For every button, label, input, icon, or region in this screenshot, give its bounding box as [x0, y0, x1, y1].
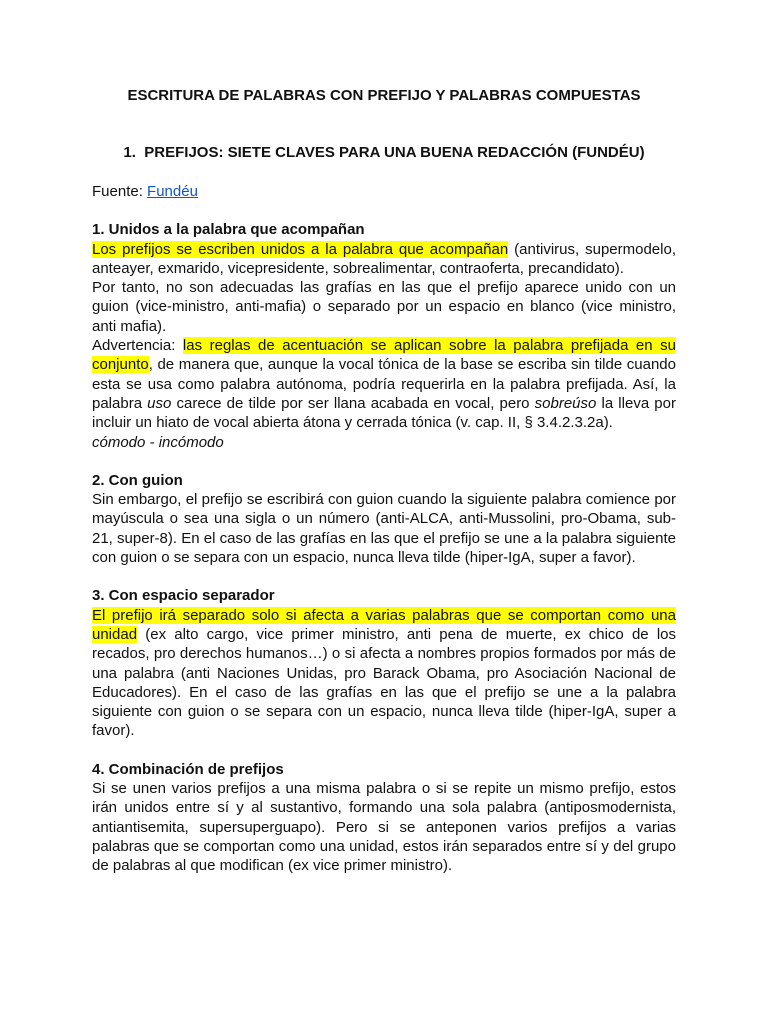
source-line [92, 182, 676, 201]
section-title: 1. PREFIJOS: SIETE CLAVES PARA UNA BUENA REDACCIÓN (FUNDÉU) [123, 144, 645, 161]
italic-term: sobreúso [534, 394, 597, 412]
rule-1-paragraph-1 [92, 240, 676, 279]
rule-2-block [92, 471, 676, 567]
rule-1-paragraph-3 [92, 336, 676, 432]
rule-1-paragraph-2: Por tanto, no son adecuadas las grafías en las que el prefijo aparece unido con un guion (vice-ministro, anti-mafia) o separado por un espacio en blanco (vice ministro, anti mafia). [92, 279, 676, 335]
rule-2-paragraph: Sin embargo, el prefijo se escribirá con guion cuando la siguiente palabra comience por mayúscula o sea una sigla o un número (anti-ALCA, anti-Mussolini, pro-Obama, sub-21, super-8). En el caso de las grafías en las que el prefijo se une a la palabra siguiente con guion o se separa con un espacio, nunca lleva tilde (hiper-IgA, super a favor). [92, 491, 676, 567]
paragraph-text: , de manera que, aunque la vocal tónica de la base se escriba sin tilde cuando esta se usa como palabra autónoma, podría requerirla en la palabra prefijada. Así, la palabra [92, 356, 676, 412]
paragraph-text: (antivirus, supermodelo, anteayer, exmarido, vicepresidente, sobrealimentar, contraoferta, precandidato). [92, 240, 676, 277]
paragraph-text: la lleva por incluir un hiato de vocal abierta átona y cerrada tónica (v. cap. II, § 3.4.2.3.2a). [92, 394, 676, 432]
rule-1-heading: 1. Unidos a la palabra que acompañan [92, 221, 365, 239]
italic-term: uso [147, 394, 172, 412]
rule-1-block [92, 220, 676, 452]
paragraph-text: Advertencia: [92, 337, 183, 355]
rule-4-block [92, 760, 676, 876]
source-label: Fuente: [92, 183, 148, 200]
paragraph-text: carece de tilde por ser llana acabada en vocal, pero [171, 394, 535, 412]
rule-4-paragraph: Si se unen varios prefijos a una misma palabra o si se repite un mismo prefijo, estos irán unidos entre sí y al sustantivo, formando una sola palabra (antiposmodernista, antiantisemita, supersuperguapo). Pero si se anteponen varios prefijos a varias palabras que se comportan como una unidad, estos irán separados entre sí y del grupo de palabras al que modifican (ex vice primer ministro). [92, 780, 676, 875]
rule-2-heading: 2. Con guion [92, 471, 183, 489]
highlighted-text: las reglas de acentuación se aplican sobre la palabra prefijada en su conjunto [92, 337, 676, 374]
highlighted-text: Los prefijos se escriben unidos a la palabra que acompañan [92, 240, 509, 258]
rule-1-example [92, 433, 676, 452]
rule-4-heading: 4. Combinación de prefijos [92, 760, 284, 778]
rule-3-paragraph [92, 606, 676, 741]
highlighted-text: El prefijo irá separado solo si afecta a varias palabras que se comportan como una unidad [92, 606, 676, 643]
source-link[interactable]: Fundéu [147, 183, 198, 200]
example-text: cómodo - incómodo [92, 433, 224, 451]
paragraph-text: (ex alto cargo, vice primer ministro, anti pena de muerte, ex chico de los recados, pro derechos humanos…) o si afecta a nombres propios formados por más de una palabra (anti Naciones Unidas, pro Barack Obama, pro Asociación Nacional de Educadores). En el caso de las grafías en las que el prefijo se une a la palabra siguiente con guion o se separa con un espacio, nunca lleva tilde (hiper-IgA, super a favor). [92, 625, 676, 740]
rule-3-block [92, 586, 676, 740]
page-title: ESCRITURA DE PALABRAS CON PREFIJO Y PALABRAS COMPUESTAS [127, 87, 641, 104]
rule-3-heading: 3. Con espacio separador [92, 587, 275, 605]
